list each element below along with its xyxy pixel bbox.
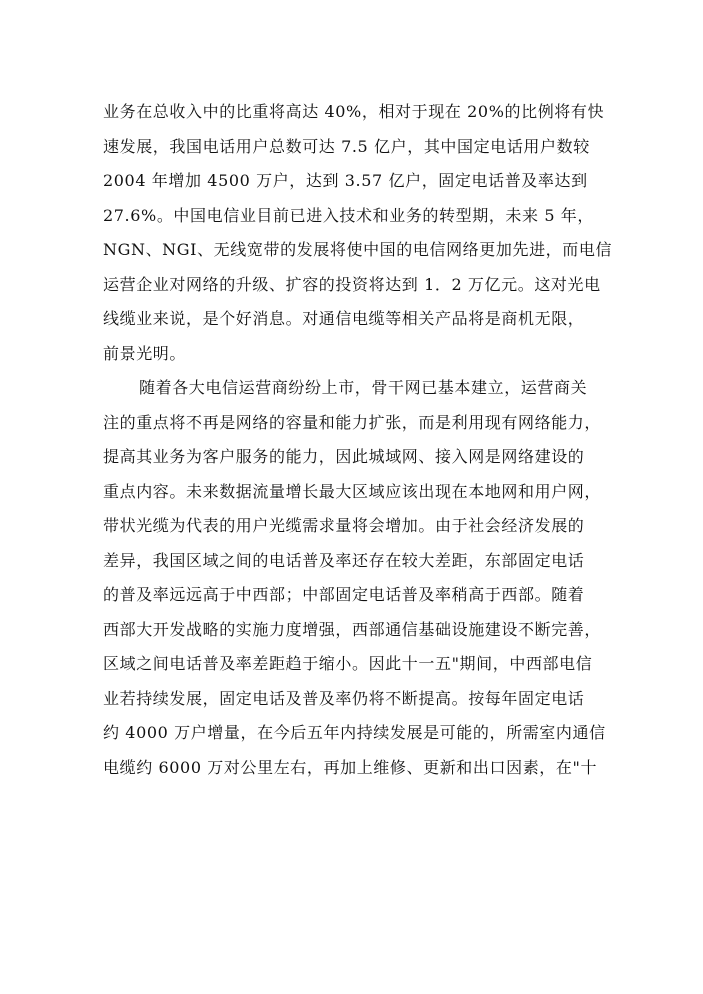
paragraph-2-line: 的普及率远远高于中西部；中部固定电话普及率稍高于西部。随着 bbox=[103, 585, 585, 604]
paragraph-1-line: 运营企业对网络的升级、扩容的投资将达到 1．2 万亿元。这对光电 bbox=[103, 274, 601, 294]
paragraph-2-line: 注的重点将不再是网络的容量和能力扩张，而是利用现有网络能力， bbox=[103, 412, 602, 432]
paragraph-2-line: 差异，我国区域之间的电话普及率还存在较大差距，东部固定电话 bbox=[103, 550, 585, 570]
paragraph-1-line: 2004 年增加 4500 万户，达到 3.57 亿户，固定电话普及率达到 bbox=[103, 171, 588, 190]
paragraph-2-line: 约 4000 万户增量，在今后五年内持续发展是可能的，所需室内通信 bbox=[103, 723, 606, 742]
paragraph-2-line: 重点内容。未来数据流量增长最大区域应该出现在本地网和用户网， bbox=[103, 481, 602, 501]
body-text bbox=[103, 95, 613, 785]
paragraph-1-line: 线缆业来说，是个好消息。对通信电缆等相关产品将是商机无限， bbox=[103, 309, 585, 328]
paragraph-1-line: NGN、NGI、无线宽带的发展将使中国的电信网络更加先进，而电信 bbox=[103, 240, 613, 259]
paragraph-2-line: 西部大开发战略的实施力度增强，西部通信基础设施建设不断完善， bbox=[103, 619, 602, 639]
paragraph-2-line: 提高其业务为客户服务的能力，因此城域网、接入网是网络建设的 bbox=[103, 447, 585, 466]
paragraph-1-line: 前景光明。 bbox=[103, 343, 187, 363]
paragraph-2-line: 业若持续发展，固定电话及普及率仍将不断提高。按每年固定电话 bbox=[103, 688, 585, 708]
paragraph-1-line: 速发展，我国电话用户总数可达 7.5 亿户，其中国定电话用户数较 bbox=[103, 136, 590, 156]
paragraph-2-line: 带状光缆为代表的用户光缆需求量将会增加。由于社会经济发展的 bbox=[103, 516, 585, 535]
paragraph-2-line: 区域之间电话普及率差距趋于缩小。因此十一五"期间，中西部电信 bbox=[103, 654, 593, 673]
paragraph-1-line: 业务在总收入中的比重将高达 40%，相对于现在 20%的比例将有快 bbox=[103, 102, 605, 121]
paragraph-2-line: 随着各大电信运营商纷纷上市，骨干网已基本建立，运营商关 bbox=[139, 378, 588, 397]
paragraph-2-line: 电缆约 6000 万对公里左右，再加上维修、更新和出口因素，在"十 bbox=[103, 757, 598, 777]
paragraph-1-line: 27.6%。中国电信业目前已进入技术和业务的转型期，未来 5 年， bbox=[103, 205, 594, 225]
